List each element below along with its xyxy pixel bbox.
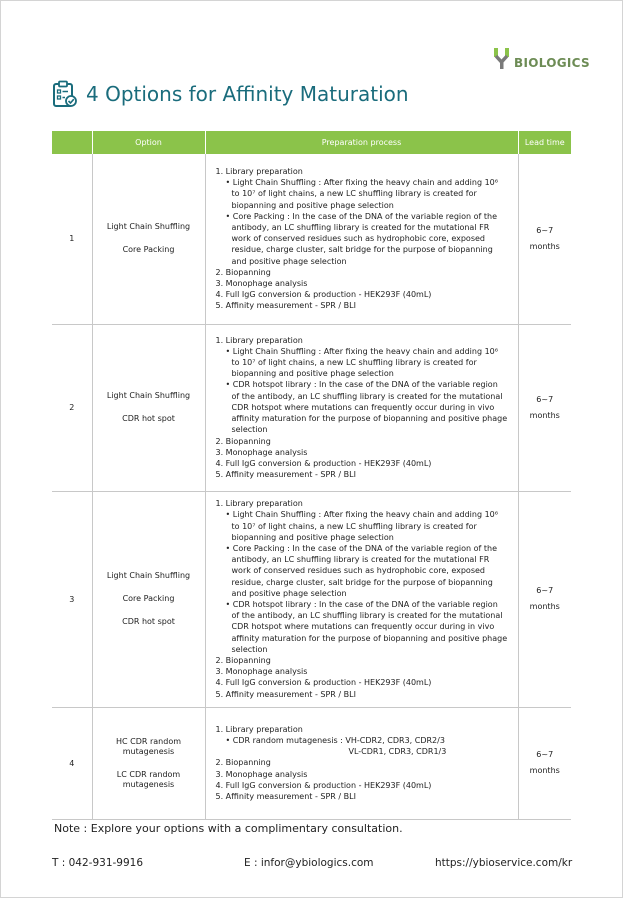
process-detail: • Core Packing : In the case of the DNA of the variable region of the antibody, an LC shuffling library is created for the mutational FR work of conserved residues such as hydrophobic core, exposed residue, charge cluster, salt bridge for the purpose of biopanning and positive phage selection (225, 543, 498, 598)
lead-time-text: 6~7 (536, 394, 554, 404)
process-step: 1. Library preparation (215, 724, 303, 734)
lead-time-cell (518, 707, 571, 819)
option-label: Core Packing (122, 245, 175, 255)
page-title: 4 Options for Affinity Maturation (86, 82, 409, 106)
header-lead-time: Lead time (518, 131, 571, 154)
process-step: 5. Affinity measurement - SPR / BLI (215, 301, 356, 311)
process-step: 4. Full IgG conversion & production - HEK293F (40mL) (215, 678, 432, 688)
option-label: LC CDR random mutagenesis (116, 769, 181, 789)
process-step: 2. Biopanning (215, 267, 271, 277)
logo-text: BIOLOGICS (514, 56, 590, 70)
process-step: 2. Biopanning (215, 758, 271, 768)
footer-url[interactable]: https://ybioservice.com/kr (435, 857, 573, 869)
process-detail: • Light Chain Shuffling : After fixing the heavy chain and adding 10⁶ to 10⁷ of light chains, a new LC shuffling library is created for biopanning and positive phage selection (225, 510, 498, 542)
option-label: HC CDR random mutagenesis (115, 736, 182, 756)
process-step: 3. Monophage analysis (215, 278, 308, 288)
process-cell (205, 707, 518, 819)
table-row (52, 324, 571, 491)
option-label: Light Chain Shuffling (106, 222, 191, 232)
lead-time-cell (518, 324, 571, 491)
lead-time-text: months (529, 766, 560, 775)
process-step: 4. Full IgG conversion & production - HEK293F (40mL) (215, 780, 432, 790)
process-step: 1. Library preparation (215, 166, 303, 176)
lead-time-cell (518, 491, 571, 707)
process-cell (205, 154, 518, 324)
option-label: Light Chain Shuffling (106, 571, 191, 580)
process-step: 3. Monophage analysis (215, 447, 308, 457)
lead-time-text: 6~7 (536, 225, 554, 235)
process-step: 4. Full IgG conversion & production - HEK293F (40mL) (215, 290, 432, 300)
process-detail: • CDR random mutagenesis : VH-CDR2, CDR3, CDR2/3 (225, 735, 445, 745)
process-step: 4. Full IgG conversion & production - HEK293F (40mL) (215, 458, 432, 468)
process-step: 1. Library preparation (215, 499, 303, 509)
option-cell (92, 707, 205, 819)
footer-email[interactable]: E : infor@ybiologics.com (244, 857, 374, 869)
clipboard-check-icon (52, 80, 78, 108)
process-detail: • Core Packing : In the case of the DNA of the variable region of the antibody, an LC shuffling library is created for the mutational FR work of conserved residues such as hydrophobic core, exposed residue, charge cluster, salt bridge for the purpose of biopanning and positive phage selection (225, 211, 498, 266)
lead-time-text: 6~7 (536, 586, 554, 595)
option-label: CDR hot spot (122, 617, 175, 626)
process-detail: • CDR hotspot library : In the case of the DNA of the variable region of the antibody, an LC shuffling library is created for the mutational CDR hotspot where mutations can frequently occur during in vivo affinity maturation for the purpose of biopanning and positive phage selection (225, 380, 508, 435)
logo-y-mark-icon (493, 46, 515, 70)
process-cell (205, 324, 518, 491)
page-heading (52, 80, 409, 108)
company-logo (493, 46, 590, 70)
header-num (52, 131, 92, 154)
process-detail: • CDR hotspot library : In the case of the DNA of the variable region of the antibody, an LC shuffling library is created for the mutational CDR hotspot where mutations can frequently occur during in vivo affinity maturation for the purpose of biopanning and positive phage selection (225, 600, 508, 654)
header-option: Option (92, 131, 205, 154)
option-cell (92, 491, 205, 707)
lead-time-text: months (529, 602, 560, 611)
lead-time-cell (518, 154, 571, 324)
table-row (52, 491, 571, 707)
row-number: 4 (52, 707, 92, 819)
process-step: 2. Biopanning (215, 436, 271, 446)
option-cell (92, 154, 205, 324)
lead-time-text: months (529, 410, 560, 420)
table-row (52, 707, 571, 819)
process-step: 5. Affinity measurement - SPR / BLI (215, 470, 356, 480)
process-step: 1. Library preparation (215, 335, 303, 345)
lead-time-text: months (529, 241, 560, 251)
header-process: Preparation process (205, 131, 518, 154)
process-cell (205, 491, 518, 707)
row-number: 2 (52, 324, 92, 491)
options-table (52, 131, 571, 820)
note-text: Note : Explore your options with a complimentary consultation. (54, 822, 403, 835)
option-label: Light Chain Shuffling (106, 391, 191, 400)
process-step: 2. Biopanning (215, 656, 271, 666)
table-header-row (52, 131, 571, 154)
process-detail: • Light Chain Shuffling : After fixing the heavy chain and adding 10⁶ to 10⁷ of light chains, a new LC shuffling library is created for biopanning and positive phage selection (225, 346, 498, 379)
option-label: CDR hot spot (122, 414, 175, 423)
process-detail: VL-CDR1, CDR3, CDR1/3 (348, 747, 447, 757)
process-step: 5. Affinity measurement - SPR / BLI (215, 689, 356, 699)
row-number: 1 (52, 154, 92, 324)
row-number: 3 (52, 491, 92, 707)
process-detail: • Light Chain Shuffling : After fixing the heavy chain and adding 10⁶ to 10⁷ of light chains, a new LC shuffling library is created for biopanning and positive phage selection (225, 178, 498, 210)
process-step: 3. Monophage analysis (215, 769, 308, 779)
table-row (52, 154, 571, 324)
option-label: Core Packing (122, 594, 175, 603)
option-cell (92, 324, 205, 491)
lead-time-text: 6~7 (536, 750, 554, 759)
footer-phone: T : 042-931-9916 (52, 857, 144, 869)
process-step: 5. Affinity measurement - SPR / BLI (215, 792, 356, 801)
process-step: 3. Monophage analysis (215, 667, 308, 677)
